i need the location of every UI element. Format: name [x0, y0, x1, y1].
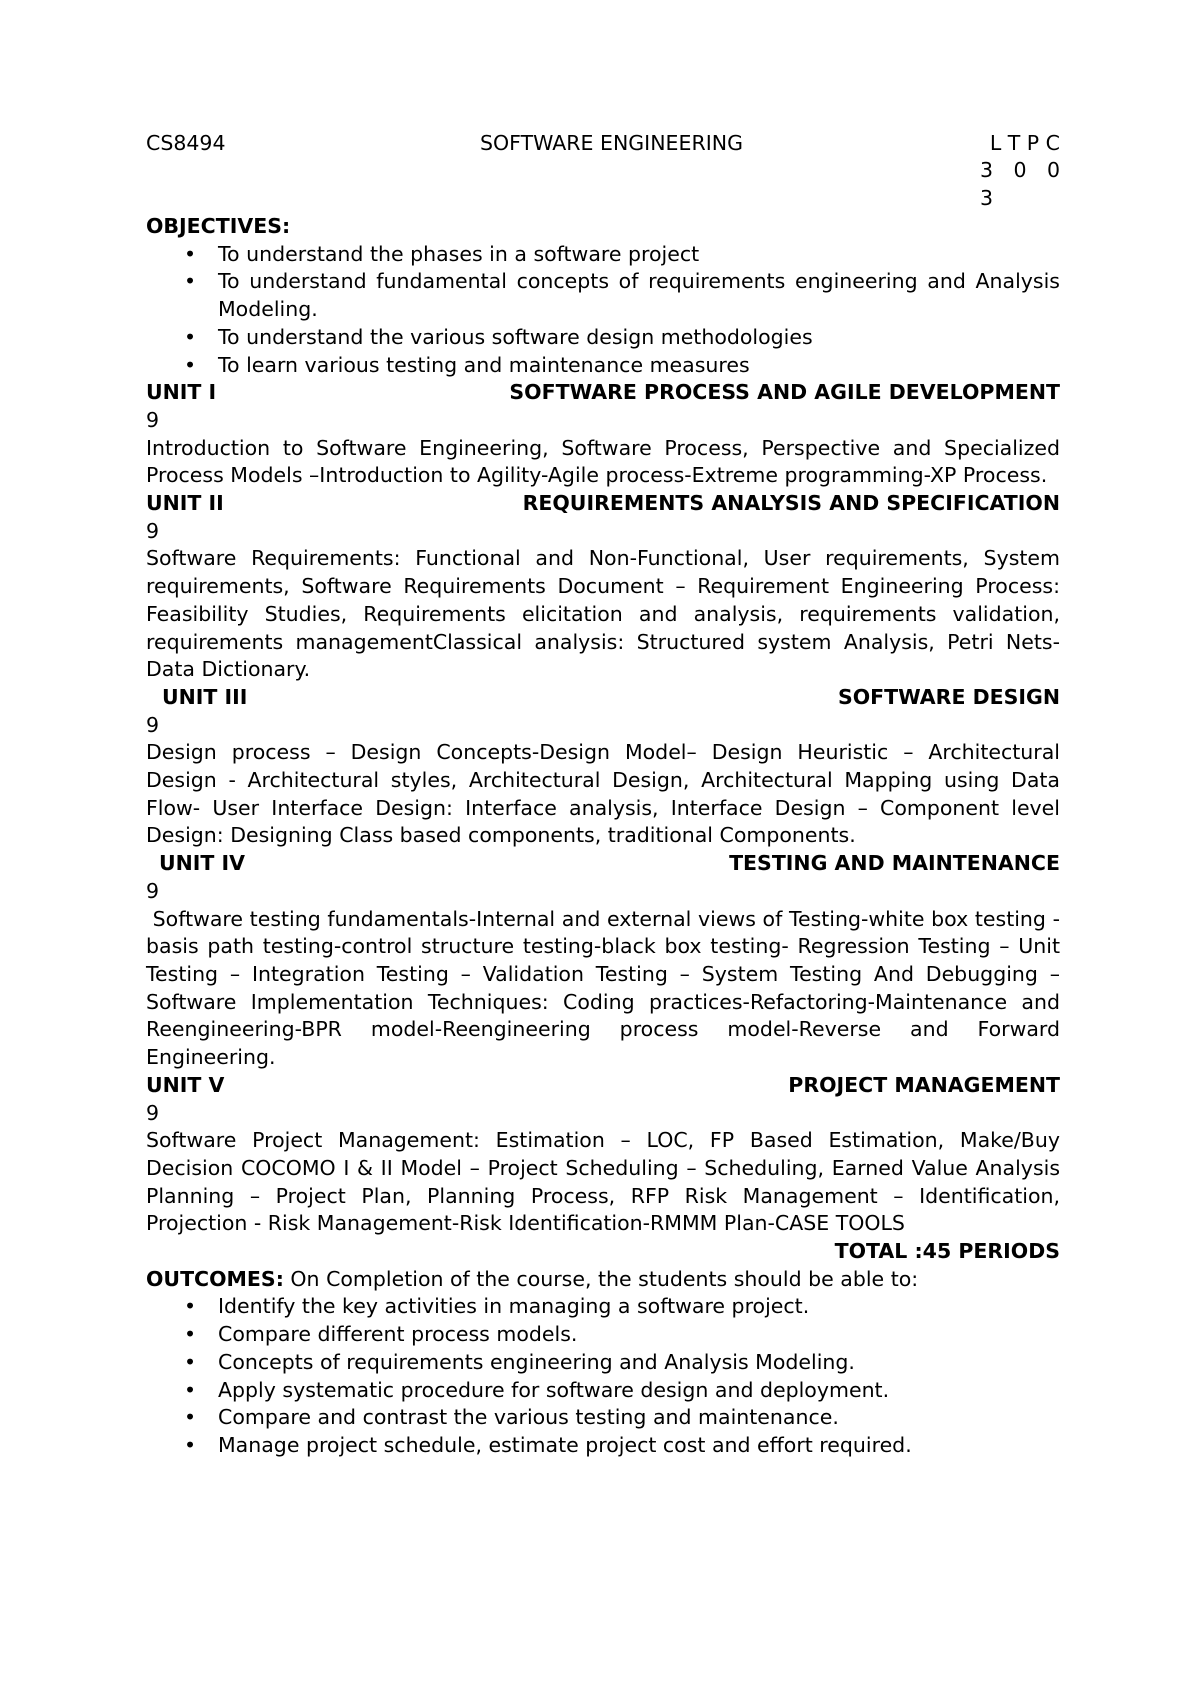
objective-item: • To understand the various software design methodologies: [146, 324, 1060, 352]
objective-item: • To understand fundamental concepts of requirements engineering and Analysis Modeling.: [146, 268, 1060, 323]
unit-5-hours: 9: [146, 1100, 160, 1125]
unit-2-hours: 9: [146, 518, 160, 543]
outcome-item: • Compare different process models.: [146, 1321, 1060, 1349]
outcomes-line: [146, 1266, 1060, 1294]
outcome-item: • Compare and contrast the various testing and maintenance.: [146, 1404, 1060, 1432]
unit-5-content: Software Project Management: Estimation – LOC, FP Based Estimation, Make/Buy Decision COCOMO I & II Model – Project Scheduling – Scheduling, Earned Value Analysis Planning – Project Plan, Planning Process, RFP Risk Management – Identification, Projection - Risk Management-Risk Identification-RMMM Plan-CASE TOOLS: [146, 1128, 1060, 1236]
unit-1-title: SOFTWARE PROCESS AND AGILE DEVELOPMENT: [509, 380, 1060, 405]
unit-5-label: UNIT V: [146, 1072, 225, 1097]
unit-3-label: UNIT III: [162, 684, 248, 709]
outcome-item: • Concepts of requirements engineering and Analysis Modeling.: [146, 1349, 1060, 1377]
unit-2-heading: [146, 490, 1060, 518]
ltpc-p: 0: [1046, 158, 1060, 182]
outcomes-heading: OUTCOMES:: [146, 1266, 284, 1291]
ltpc-l: 3: [980, 158, 994, 182]
unit-5-title: PROJECT MANAGEMENT: [788, 1072, 1060, 1097]
unit-3-hours: 9: [146, 712, 160, 737]
course-header: [146, 130, 1060, 213]
outcomes-list: [146, 1293, 1060, 1459]
objectives-list: [146, 241, 1060, 380]
outcome-item: • Identify the key activities in managing a software project.: [146, 1293, 1060, 1321]
unit-4-heading: [146, 850, 1060, 878]
outcome-item: • Manage project schedule, estimate project cost and effort required.: [146, 1432, 1060, 1460]
unit-2-content: Software Requirements: Functional and Non-Functional, User requirements, System requirements, Software Requirements Document – Requirement Engineering Process: Feasibility Studies, Requirements elicitation and analysis, requirements validation, requirements managementClassical analysis: Structured system Analysis, Petri Nets- Data Dictionary.: [146, 546, 1060, 682]
total-periods: TOTAL :45 PERIODS: [834, 1239, 1060, 1264]
unit-4-hours: 9: [146, 878, 160, 903]
unit-2-label: UNIT II: [146, 491, 224, 516]
ltpc-label: L T P C: [989, 131, 1060, 155]
unit-1-hours: 9: [146, 407, 160, 432]
ltpc-values: [980, 157, 1060, 185]
unit-4-label: UNIT IV: [159, 851, 246, 876]
unit-3-heading: [146, 684, 1060, 712]
unit-4-title: TESTING AND MAINTENANCE: [729, 851, 1060, 876]
course-code: CS8494: [146, 131, 226, 155]
syllabus-page: [146, 130, 1067, 1460]
unit-2-title: REQUIREMENTS ANALYSIS AND SPECIFICATION: [522, 491, 1060, 516]
objective-item: • To understand the phases in a software project: [146, 241, 1060, 269]
unit-1-content: Introduction to Software Engineering, Software Process, Perspective and Specialized Process Models –Introduction to Agility-Agile process-Extreme programming-XP Process.: [146, 435, 1060, 488]
ltpc-c: 3: [980, 186, 994, 210]
unit-3-content: Design process – Design Concepts-Design Model– Design Heuristic – Architectural Design - Architectural styles, Architectural Design, Architectural Mapping using Data Flow- User Interface Design: Interface analysis, Interface Design – Component level Design: Designing Class based components, traditional Components.: [146, 740, 1060, 848]
objectives-heading: OBJECTIVES:: [146, 214, 291, 238]
unit-3-title: SOFTWARE DESIGN: [837, 684, 1060, 709]
course-title: SOFTWARE ENGINEERING: [480, 131, 743, 155]
outcomes-intro: On Completion of the course, the students should be able to:: [283, 1266, 919, 1291]
unit-1-label: UNIT I: [146, 380, 217, 405]
unit-5-heading: [146, 1072, 1060, 1100]
ltpc-t: 0: [1013, 158, 1027, 182]
unit-1-heading: [146, 379, 1060, 407]
outcome-item: • Apply systematic procedure for software design and deployment.: [146, 1377, 1060, 1405]
unit-4-content: Software testing fundamentals-Internal and external views of Testing-white box testing - basis path testing-control structure testing-black box testing- Regression Testing – Unit Testing – Integration Testing – Validation Testing – System Testing And Debugging –Software Implementation Techniques: Coding practices-Refactoring-Maintenance and Reengineering-BPR model-Reengineering process model-Reverse and Forward Engineering.: [146, 906, 1067, 1070]
objective-item: • To learn various testing and maintenance measures: [146, 352, 1060, 380]
